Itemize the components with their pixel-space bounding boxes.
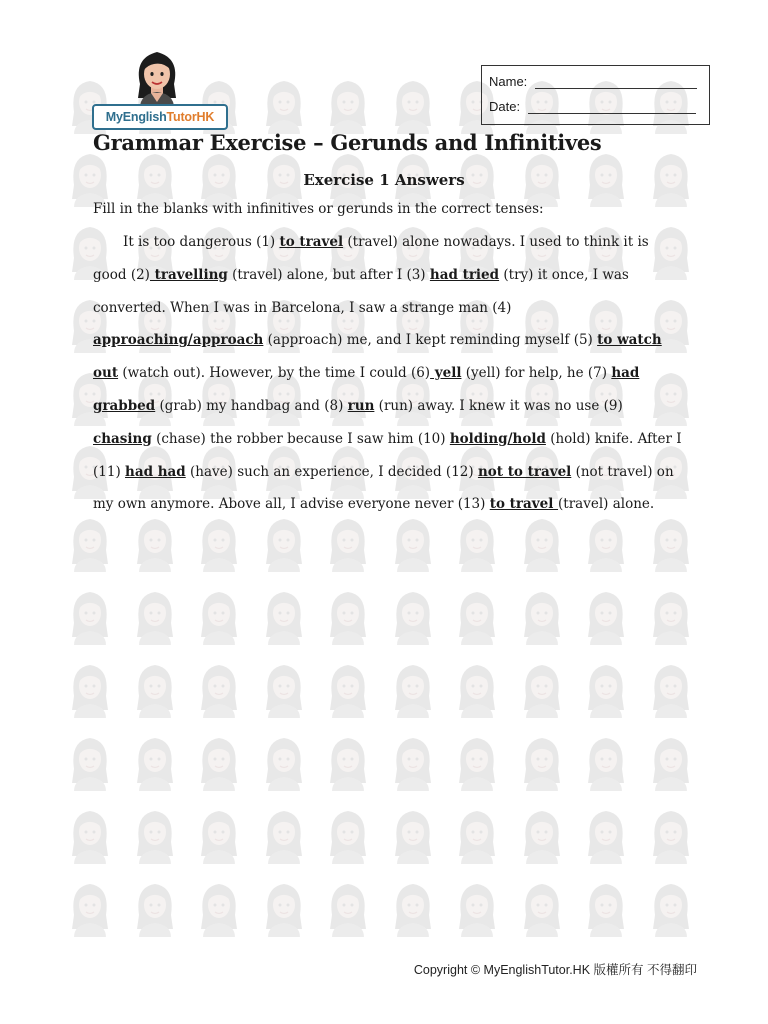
watermark-face-icon: [262, 806, 306, 864]
watermark-face-icon: [197, 587, 241, 645]
watermark-face-icon: [649, 587, 693, 645]
copyright-footer: Copyright © MyEnglishTutor.HK 版權所有 不得翻印: [413, 963, 697, 977]
watermark-face-icon: [584, 587, 628, 645]
watermark-face-icon: [133, 733, 177, 791]
watermark-face-icon: [520, 879, 564, 937]
site-logo: [92, 46, 228, 130]
passage-text: (have) such an experience, I decided (12): [185, 463, 478, 480]
watermark-face-icon: [584, 514, 628, 572]
watermark-face-icon: [326, 514, 370, 572]
watermark-face-icon: [68, 660, 112, 718]
passage-text: (try) it once, I was converted. When I was in Barcelona, I saw a strange man (4): [93, 266, 629, 316]
watermark-face-icon: [649, 733, 693, 791]
watermark-face-icon: [649, 806, 693, 864]
watermark-face-icon: [133, 879, 177, 937]
watermark-face-icon: [133, 587, 177, 645]
watermark-face-icon: [520, 660, 564, 718]
watermark-face-icon: [455, 514, 499, 572]
passage-text: (hold) knife. After I (11): [93, 430, 682, 480]
watermark-face-icon: [584, 733, 628, 791]
passage-text: (watch out). However, by the time I could (6): [118, 365, 431, 382]
watermark-face-icon: [391, 514, 435, 572]
watermark-face-icon: [649, 879, 693, 937]
watermark-face-icon: [649, 514, 693, 572]
watermark-face-icon: [262, 514, 306, 572]
watermark-face-icon: [68, 806, 112, 864]
watermark-face-icon: [326, 660, 370, 718]
watermark-face-icon: [584, 660, 628, 718]
passage-text: (travel) alone, but after I (3): [227, 266, 430, 283]
watermark-face-icon: [584, 806, 628, 864]
date-field[interactable]: [528, 99, 696, 114]
watermark-face-icon: [326, 806, 370, 864]
passage-text: (chase) the robber because I saw him (10): [151, 430, 450, 447]
answer-blank: to travel: [279, 234, 344, 250]
answer-blank: holding/hold: [449, 430, 546, 447]
passage-text: (travel) alone.: [558, 496, 655, 513]
answer-blank: chasing: [93, 430, 152, 447]
watermark-face-icon: [326, 879, 370, 937]
date-label: Date:: [489, 99, 521, 114]
watermark-face-icon: [520, 733, 564, 791]
name-label: Name:: [489, 74, 528, 89]
watermark-face-icon: [197, 660, 241, 718]
name-row: [489, 74, 697, 89]
watermark-face-icon: [391, 733, 435, 791]
passage-text: (yell) for help, he (7): [461, 365, 612, 382]
exercise-subtitle: Exercise 1 Answers: [303, 171, 465, 189]
watermark-face-icon: [133, 806, 177, 864]
watermark-face-icon: [649, 660, 693, 718]
watermark-face-icon: [68, 733, 112, 791]
logo-text-secondary: TutorHK: [166, 110, 215, 124]
passage-text: (approach) me, and I kept reminding myself (5): [263, 332, 598, 349]
name-field[interactable]: [535, 74, 697, 89]
watermark-face-icon: [391, 76, 435, 134]
watermark-face-icon: [520, 514, 564, 572]
passage-text: (run) away. I knew it was no use (9): [374, 397, 623, 414]
answer-blank: not to travel: [477, 463, 572, 480]
logo-text-primary: MyEnglish: [105, 110, 167, 124]
watermark-face-icon: [455, 806, 499, 864]
watermark-face-icon: [391, 587, 435, 645]
watermark-face-icon: [455, 733, 499, 791]
date-row: [489, 99, 696, 114]
passage-text: (travel) alone nowadays. I used to think it is good (2): [93, 234, 649, 283]
watermark-face-icon: [262, 76, 306, 134]
answer-blank: to travel: [489, 496, 559, 513]
watermark-face-icon: [584, 879, 628, 937]
passage-text: (grab) my handbag and (8): [155, 397, 348, 414]
watermark-face-icon: [391, 879, 435, 937]
watermark-face-icon: [455, 660, 499, 718]
watermark-face-icon: [197, 733, 241, 791]
passage-text: It is too dangerous (1): [123, 234, 280, 250]
watermark-face-icon: [520, 806, 564, 864]
answer-blank: to watch out: [93, 332, 662, 382]
watermark-face-icon: [68, 514, 112, 572]
watermark-face-icon: [262, 879, 306, 937]
watermark-face-icon: [262, 587, 306, 645]
watermark-face-icon: [455, 587, 499, 645]
watermark-face-icon: [326, 587, 370, 645]
logo-badge: [92, 104, 228, 130]
answer-blank: yell: [430, 365, 462, 382]
watermark-face-icon: [68, 879, 112, 937]
watermark-face-icon: [455, 879, 499, 937]
watermark-face-icon: [133, 660, 177, 718]
answer-passage: [93, 226, 683, 521]
page-title: Grammar Exercise – Gerunds and Infinitives: [93, 130, 602, 155]
watermark-face-icon: [326, 76, 370, 134]
name-date-box: [481, 65, 710, 125]
instructions: Fill in the blanks with infinitives or gerunds in the correct tenses:: [93, 201, 544, 217]
watermark-face-icon: [520, 587, 564, 645]
watermark-face-icon: [197, 806, 241, 864]
answer-blank: travelling: [149, 266, 228, 283]
answer-blank: run: [347, 397, 375, 414]
watermark-face-icon: [326, 733, 370, 791]
watermark-face-icon: [262, 733, 306, 791]
tutor-avatar-icon: [130, 46, 184, 108]
watermark-face-icon: [391, 806, 435, 864]
answer-blank: had had: [125, 463, 186, 480]
passage-text: (not travel) on my own anymore. Above all, I advise everyone never (13): [93, 463, 674, 513]
watermark-face-icon: [262, 660, 306, 718]
watermark-face-icon: [197, 514, 241, 572]
answer-blank: had grabbed: [93, 365, 640, 414]
watermark-face-icon: [197, 879, 241, 937]
watermark-face-icon: [391, 660, 435, 718]
watermark-face-icon: [133, 514, 177, 572]
answer-blank: had tried: [429, 266, 500, 283]
watermark-face-icon: [68, 587, 112, 645]
answer-blank: approaching/approach: [93, 332, 264, 349]
